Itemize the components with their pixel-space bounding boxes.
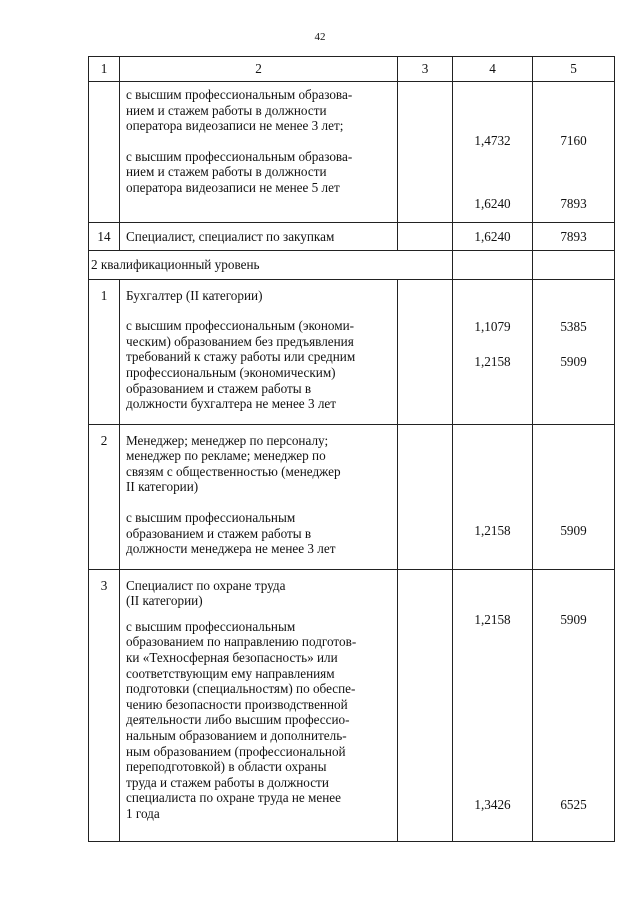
table-row [89, 82, 615, 223]
qualification-level: 2 квалификационный уровень [89, 251, 453, 280]
coef-value: 1,6240 [474, 195, 511, 211]
table-row [89, 223, 615, 251]
coef-value: 1,4732 [474, 133, 511, 148]
coef-value: 1,2158 [474, 354, 511, 370]
row-number: 14 [89, 223, 120, 251]
table-row [89, 424, 615, 569]
header-col-5: 5 [533, 57, 615, 82]
table-row [89, 251, 615, 280]
row-number: 1 [89, 279, 120, 424]
salary-value: 7893 [560, 195, 587, 211]
header-col-4: 4 [453, 57, 533, 82]
row-number: 3 [89, 569, 120, 841]
salary-table [88, 56, 615, 842]
salary-value: 5909 [560, 354, 587, 370]
header-col-1: 1 [89, 57, 120, 82]
salary-value: 5385 [560, 318, 587, 334]
salary-value: 6525 [560, 797, 587, 813]
salary-value: 7160 [560, 133, 587, 148]
position-title: Бухгалтер (II категории) [126, 287, 263, 303]
requirement-text: с высшим профессиональным образованием и стажем работы в должности менеджера не менее 3 лет [126, 509, 336, 557]
table-row [89, 569, 615, 841]
row-number: 2 [89, 424, 120, 569]
salary-value: 5909 [560, 522, 587, 538]
requirement-text: с высшим профессиональным (экономи- ческим) образованием без предъявления требований к стажу работы или средним профессиональным (экономическим) образованием и стажем работы в должности бухгалтера не менее 3 лет [126, 318, 356, 412]
salary-value: 7893 [533, 223, 615, 251]
position-title: Специалист по охране труда (II категории) [126, 577, 286, 609]
coef-value: 1,6240 [453, 223, 533, 251]
coef-value: 1,2158 [474, 611, 511, 627]
requirement-text: с высшим профессиональным образова- нием и стажем работы в должности оператора видеозаписи не менее 5 лет [126, 148, 353, 195]
position-title: Менеджер; менеджер по персоналу; менеджер по рекламе; менеджер по связям с общественностью (менеджер II категории) [126, 432, 341, 495]
requirement-text: с высшим профессиональным образова- нием и стажем работы в должности оператора видеозаписи не менее 3 лет; [126, 87, 353, 134]
page-number: 42 [314, 31, 326, 43]
header-col-3: 3 [398, 57, 453, 82]
position-title: Специалист, специалист по закупкам [120, 223, 398, 251]
salary-value: 5909 [560, 611, 587, 627]
table-row [89, 279, 615, 424]
coef-value: 1,2158 [474, 522, 511, 538]
coef-value: 1,1079 [474, 318, 511, 334]
requirement-text: с высшим профессиональным образованием по направлению подготов- ки «Техносферная безопасность» или соответствующим ему направлениям подготовки (специальностям) по обеспе- чению безопасности производственной деятельности либо высшим профессио- нальным образованием и дополнитель- ным образованием (профессиональной переподготовкой) в области охраны труда и стажем работы в должности специалиста по охране труда не менее 1 года [126, 618, 357, 821]
coef-value: 1,3426 [474, 797, 511, 813]
header-col-2: 2 [120, 57, 398, 82]
